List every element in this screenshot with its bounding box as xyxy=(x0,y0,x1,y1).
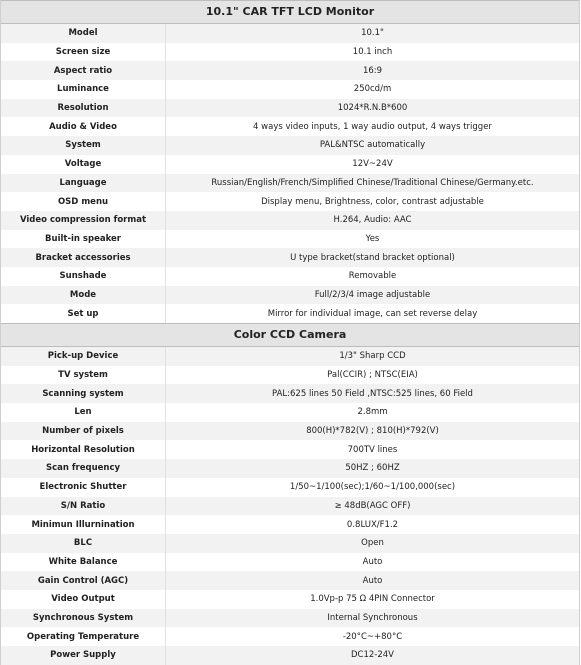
table-row xyxy=(1,403,579,422)
spec-label: Horizontal Resolution xyxy=(1,440,166,459)
table-row xyxy=(1,61,579,80)
spec-value: 12V~24V xyxy=(166,155,580,174)
table-row xyxy=(1,99,579,118)
table-row xyxy=(1,43,579,62)
table-row xyxy=(1,571,579,590)
spec-label: Video compression format xyxy=(1,211,166,230)
spec-label: Number of pixels xyxy=(1,422,166,441)
spec-label: Set up xyxy=(1,304,166,323)
table-row xyxy=(1,627,579,646)
spec-value: 4 ways video inputs, 1 way audio output, 4 ways trigger xyxy=(166,117,580,136)
spec-value: Removable xyxy=(166,267,580,286)
spec-value: 16:9 xyxy=(166,61,580,80)
spec-value: 800(H)*782(V) ; 810(H)*792(V) xyxy=(166,422,580,441)
table-row xyxy=(1,590,579,609)
monitor-spec-table xyxy=(1,24,579,323)
table-row xyxy=(1,211,579,230)
spec-value: PAL&NTSC automatically xyxy=(166,136,580,155)
spec-value: Open xyxy=(166,534,580,553)
spec-value: 1/3" Sharp CCD xyxy=(166,347,580,366)
table-row xyxy=(1,478,579,497)
table-row xyxy=(1,286,579,305)
spec-value: 10.1 inch xyxy=(166,43,580,62)
table-row xyxy=(1,440,579,459)
spec-value: Mirror for individual image, can set reverse delay xyxy=(166,304,580,323)
spec-label: System xyxy=(1,136,166,155)
spec-label: Gain Control (AGC) xyxy=(1,571,166,590)
section-title-monitor: 10.1" CAR TFT LCD Monitor xyxy=(1,0,579,24)
section-title-camera: Color CCD Camera xyxy=(1,323,579,347)
spec-label: Screen size xyxy=(1,43,166,62)
spec-label: Operating Temperature xyxy=(1,627,166,646)
spec-label: Power Supply xyxy=(1,646,166,665)
spec-value: Pal(CCIR) ; NTSC(EIA) xyxy=(166,366,580,385)
table-row xyxy=(1,497,579,516)
spec-label: Built-in speaker xyxy=(1,230,166,249)
spec-label: Sunshade xyxy=(1,267,166,286)
table-row xyxy=(1,534,579,553)
spec-label: Minimun Illurnination xyxy=(1,515,166,534)
spec-label: Resolution xyxy=(1,99,166,118)
spec-value: Internal Synchronous xyxy=(166,609,580,628)
spec-label: Mode xyxy=(1,286,166,305)
spec-label: Video Output xyxy=(1,590,166,609)
spec-value: PAL:625 lines 50 Field ,NTSC:525 lines, 60 Field xyxy=(166,384,580,403)
spec-label: TV system xyxy=(1,366,166,385)
table-row xyxy=(1,174,579,193)
spec-label: Bracket accessories xyxy=(1,248,166,267)
spec-value: Auto xyxy=(166,571,580,590)
table-row xyxy=(1,24,579,43)
table-row xyxy=(1,248,579,267)
spec-value: Display menu, Brightness, color, contrast adjustable xyxy=(166,192,580,211)
spec-value: 10.1" xyxy=(166,24,580,43)
spec-label: Len xyxy=(1,403,166,422)
spec-value: ≥ 48dB(AGC OFF) xyxy=(166,497,580,516)
spec-value: 50HZ ; 60HZ xyxy=(166,459,580,478)
spec-value: 0.8LUX/F1.2 xyxy=(166,515,580,534)
spec-label: Language xyxy=(1,174,166,193)
spec-label: Voltage xyxy=(1,155,166,174)
spec-label: S/N Ratio xyxy=(1,497,166,516)
spec-label: Pick-up Device xyxy=(1,347,166,366)
table-row xyxy=(1,347,579,366)
spec-value: 2.8mm xyxy=(166,403,580,422)
table-row xyxy=(1,192,579,211)
table-row xyxy=(1,366,579,385)
spec-value: DC12-24V xyxy=(166,646,580,665)
spec-label: Scanning system xyxy=(1,384,166,403)
table-row xyxy=(1,422,579,441)
table-row xyxy=(1,304,579,323)
spec-label: Scan frequency xyxy=(1,459,166,478)
table-row xyxy=(1,459,579,478)
spec-value: 1/50~1/100(sec);1/60~1/100,000(sec) xyxy=(166,478,580,497)
table-row xyxy=(1,136,579,155)
table-row xyxy=(1,155,579,174)
table-row xyxy=(1,384,579,403)
table-row xyxy=(1,553,579,572)
table-row xyxy=(1,230,579,249)
spec-value: H.264, Audio: AAC xyxy=(166,211,580,230)
spec-label: Audio & Video xyxy=(1,117,166,136)
camera-spec-table xyxy=(1,347,579,665)
table-row xyxy=(1,80,579,99)
spec-value: Full/2/3/4 image adjustable xyxy=(166,286,580,305)
spec-label: Model xyxy=(1,24,166,43)
spec-value: Yes xyxy=(166,230,580,249)
spec-label: Electronic Shutter xyxy=(1,478,166,497)
table-row xyxy=(1,515,579,534)
spec-label: Aspect ratio xyxy=(1,61,166,80)
spec-value: U type bracket(stand bracket optional) xyxy=(166,248,580,267)
spec-value: Auto xyxy=(166,553,580,572)
spec-label: Luminance xyxy=(1,80,166,99)
spec-value: 700TV lines xyxy=(166,440,580,459)
spec-label: White Balance xyxy=(1,553,166,572)
spec-value: 1024*R.N.B*600 xyxy=(166,99,580,118)
table-row xyxy=(1,609,579,628)
spec-value: 250cd/m xyxy=(166,80,580,99)
table-row xyxy=(1,117,579,136)
spec-value: -20°C~+80°C xyxy=(166,627,580,646)
spec-value: 1.0Vp-p 75 Ω 4PIN Connector xyxy=(166,590,580,609)
spec-label: Synchronous System xyxy=(1,609,166,628)
spec-label: BLC xyxy=(1,534,166,553)
table-row xyxy=(1,267,579,286)
spec-label: OSD menu xyxy=(1,192,166,211)
spec-value: Russian/English/French/Simplified Chinese/Traditional Chinese/Germany.etc. xyxy=(166,174,580,193)
